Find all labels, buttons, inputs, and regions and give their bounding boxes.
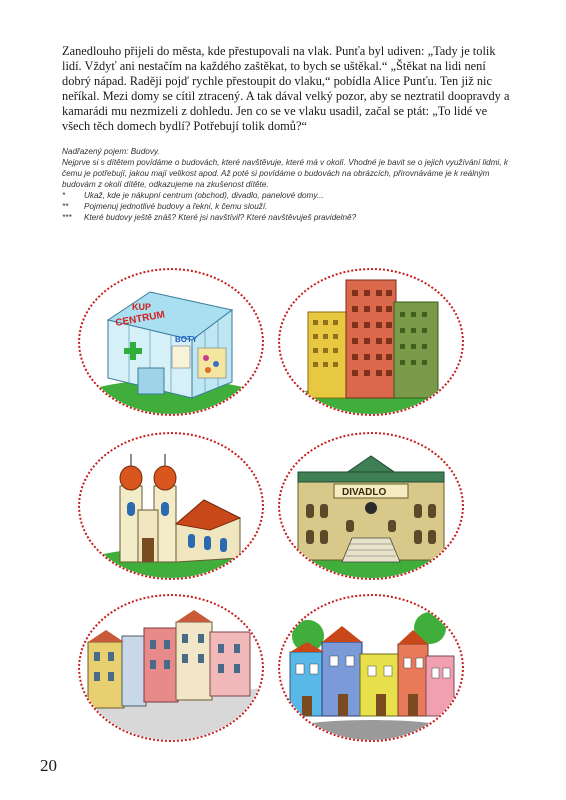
colourful-houses-drawing <box>280 596 462 740</box>
panel-houses-drawing <box>280 270 462 414</box>
question-item <box>62 201 514 212</box>
teacher-note <box>62 146 514 223</box>
question-text: Ukaž, kde je nákupní centrum (obchod), divadlo, panelové domy... <box>84 191 324 200</box>
town-street-drawing <box>80 596 262 740</box>
shopping-centre-illustration <box>78 268 264 416</box>
church-illustration <box>78 432 264 580</box>
question-marker: *** <box>62 213 72 222</box>
question-text: Které budovy ještě znáš? Které jsi navštívil? Které navštěvuješ pravidelně? <box>84 213 357 222</box>
town-street-illustration <box>78 594 264 742</box>
question-item <box>62 212 514 223</box>
question-marker: * <box>62 191 66 200</box>
note-heading: Nadřazený pojem: Budovy. <box>62 147 160 156</box>
story-paragraph: Zanedlouho přijeli do města, kde přestupovali na vlak. Punťa byl udiven: „Tady je tolik lidí. Vždyť ani nestačím na každého zaštěkat, to bych se uštěkal.“ „Štěkat na lidi není dobrý nápad. Raději pojď rychle přestoupit do vlaku,“ pobídla Alice Punťu. Ten již nic neříkal. Mezi domy se cítil ztracený. A tak dával velký pozor, aby se neztratil doopravdy a kamarádi mu nezmizeli z dohledu. Jen co se ve vlaku usadil, začal se ptát: „To lidé ve všech těch domech bydlí? Potřebují tolik domů?“ <box>62 44 510 133</box>
theatre-drawing <box>280 434 462 578</box>
mall-sign-top: KUP <box>132 302 152 312</box>
panel-houses-illustration <box>278 268 464 416</box>
shopping-centre-drawing <box>80 270 262 414</box>
story-text <box>62 44 510 134</box>
theatre-sign: DIVADLO <box>342 487 387 498</box>
question-item <box>62 190 514 201</box>
page-number: 20 <box>40 756 57 775</box>
question-text: Pojmenuj jednotlivé budovy a řekni, k čemu slouží. <box>84 202 268 211</box>
colourful-houses-illustration <box>278 594 464 742</box>
question-marker: ** <box>62 202 69 211</box>
theatre-illustration <box>278 432 464 580</box>
mall-sign: CENTRUM <box>114 309 166 329</box>
shop-sign: BOTY <box>175 335 198 344</box>
note-body: Nejprve si s dítětem povídáme o budovách, které navštěvuje, které má v okolí. Vhodné je bavit se o jejich využívání lidmi, k čemu je potřebují, jakou mají velikost apod. Až poté si povídáme o budovách na obrázcích, přirovnáváme je k reálným budovám z okolí dítěte, odkazujeme na zkušenost dítěte. <box>62 158 508 189</box>
church-drawing <box>80 434 262 578</box>
